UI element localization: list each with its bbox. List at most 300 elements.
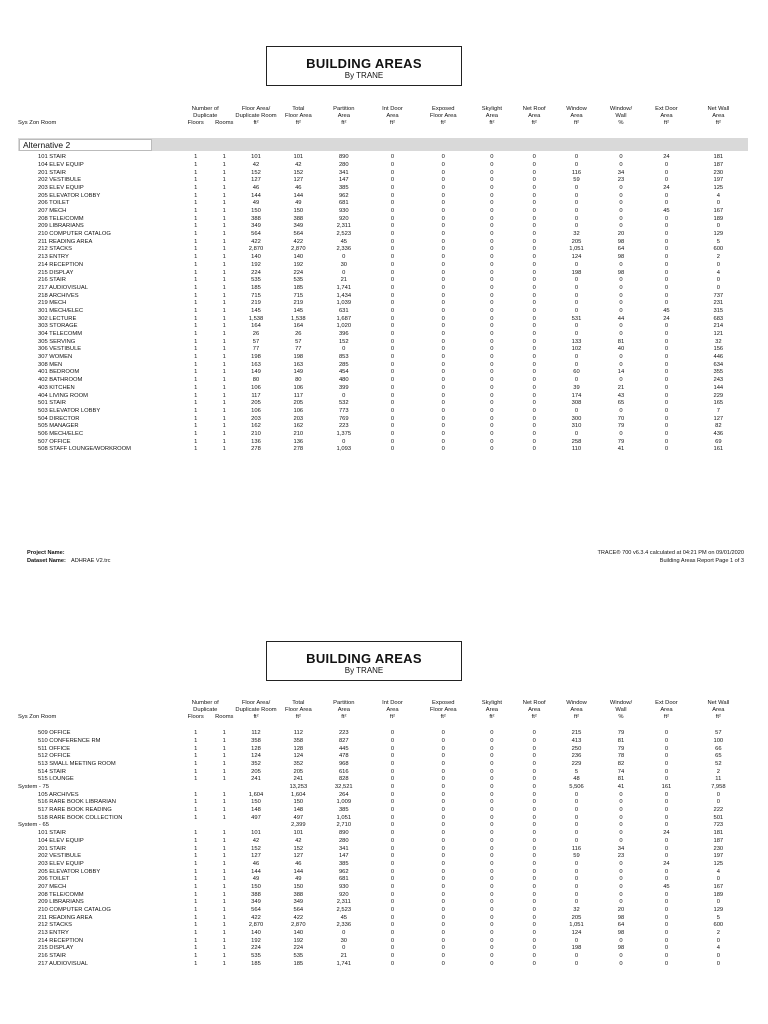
cell-value: 0 xyxy=(441,338,445,345)
cell-value: 1 xyxy=(194,208,198,215)
cell-value: 564 xyxy=(251,231,261,238)
cell-value: 0 xyxy=(390,177,395,184)
cell-value: 112 xyxy=(293,730,303,737)
cell-value: 0 xyxy=(532,338,536,345)
cell-value: 0 xyxy=(664,430,669,437)
cell-value: 1 xyxy=(222,354,226,361)
cell-value: 0 xyxy=(532,830,536,837)
cell-value: 0 xyxy=(664,369,669,376)
cell-value: 0 xyxy=(532,753,536,760)
cell-value: 0 xyxy=(532,737,536,744)
cell-value: 968 xyxy=(338,760,349,767)
cell-value: 0 xyxy=(490,354,494,361)
cell-value: 0 xyxy=(664,407,669,414)
cell-value: 0 xyxy=(490,184,494,191)
cell-value: 0 xyxy=(390,883,395,890)
cell-value: 0 xyxy=(664,791,669,798)
cell-value: 0 xyxy=(390,753,395,760)
hdr-col2-b: Duplicate Room xyxy=(235,113,277,120)
cell-value: 0 xyxy=(441,300,445,307)
cell-value: 454 xyxy=(338,369,349,376)
cell-value: 101 xyxy=(251,830,261,837)
room-name: 507 OFFICE xyxy=(38,438,71,445)
cell-value: 144 xyxy=(251,868,261,875)
room-name: 213 ENTRY xyxy=(38,930,69,937)
cell-value: 1 xyxy=(194,891,198,898)
system-total-row xyxy=(18,784,748,792)
cell-value: 0 xyxy=(574,161,579,168)
cell-value: 0 xyxy=(532,730,536,737)
cell-value: 0 xyxy=(441,446,445,453)
cell-value: 0 xyxy=(441,845,445,852)
cell-value: 197 xyxy=(713,853,724,860)
hdr-col6-b: Floor Area xyxy=(429,707,457,714)
cell-value: 1 xyxy=(194,246,198,253)
cell-value: 0 xyxy=(490,430,494,437)
cell-value: 117 xyxy=(293,392,303,399)
cell-value: 161 xyxy=(713,446,724,453)
cell-value: 198 xyxy=(251,354,261,361)
cell-value: 0 xyxy=(390,822,395,829)
hdr-col7-unit: ft² xyxy=(489,120,495,127)
room-name: 203 ELEV EQUIP xyxy=(38,860,84,867)
cell-value: 0 xyxy=(490,392,494,399)
cell-value: 315 xyxy=(713,307,724,314)
cell-value: 1 xyxy=(194,960,198,967)
cell-value: 45 xyxy=(340,914,348,921)
cell-value: 230 xyxy=(713,169,724,176)
cell-value: 1 xyxy=(194,845,198,852)
cell-value: 1 xyxy=(222,876,226,883)
cell-value: 0 xyxy=(441,223,445,230)
cell-value: 535 xyxy=(293,953,304,960)
cell-value: 0 xyxy=(390,331,395,338)
cell-value: 0 xyxy=(390,354,395,361)
cell-value: 1 xyxy=(194,323,198,330)
cell-value: 0 xyxy=(342,346,346,353)
cell-value: 535 xyxy=(251,277,261,284)
cell-value: 0 xyxy=(390,853,395,860)
table-row xyxy=(18,907,748,915)
cell-value: 2,523 xyxy=(336,907,352,914)
cell-value: 715 xyxy=(251,292,261,299)
cell-value: 1 xyxy=(222,907,226,914)
cell-value: 1 xyxy=(222,238,226,245)
cell-value: 0 xyxy=(664,753,669,760)
room-name: 302 LECTURE xyxy=(38,315,77,322)
cell-value: 224 xyxy=(293,269,304,276)
table-row xyxy=(18,830,748,838)
cell-value: 0 xyxy=(441,161,445,168)
cell-value xyxy=(215,784,234,792)
cell-value: 2,336 xyxy=(336,922,352,929)
hdr-col9-a: Window xyxy=(566,106,587,112)
cell-value: 0 xyxy=(619,292,623,299)
cell-value: 49 xyxy=(295,876,302,883)
cell-value: 264 xyxy=(338,791,349,798)
hdr-floors: Floors xyxy=(187,120,204,127)
cell-value: 0 xyxy=(441,791,445,798)
cell-value: 1 xyxy=(194,760,198,767)
cell-value: 127 xyxy=(251,853,261,860)
cell-value: 0 xyxy=(532,407,536,414)
cell-value: 23 xyxy=(617,177,625,184)
cell-value: 0 xyxy=(574,953,579,960)
cell-value: 46 xyxy=(295,860,302,867)
cell-value xyxy=(234,784,278,792)
cell-value: 0 xyxy=(574,307,579,314)
cell-value: 174 xyxy=(571,392,582,399)
cell-value: 0 xyxy=(574,377,579,384)
cell-value: 0 xyxy=(441,883,445,890)
hdr-rooms: Rooms xyxy=(215,120,234,127)
cell-value: 0 xyxy=(532,277,536,284)
cell-value: 1,039 xyxy=(336,300,352,307)
cell-value: 0 xyxy=(490,730,494,737)
cell-value: 683 xyxy=(713,315,724,322)
hdr-col9-b: Area xyxy=(570,113,583,120)
cell-value: 20 xyxy=(617,907,625,914)
cell-value: 631 xyxy=(338,307,349,314)
cell-value: 0 xyxy=(490,837,494,844)
cell-value: 0 xyxy=(490,753,494,760)
cell-value: 0 xyxy=(441,753,445,760)
cell-value: 98 xyxy=(617,238,625,245)
cell-value: 0 xyxy=(490,169,494,176)
cell-value: 0 xyxy=(532,837,536,844)
cell-value: 0 xyxy=(490,261,494,268)
cell-value: 65 xyxy=(617,400,625,407)
cell-value: 280 xyxy=(338,837,349,844)
room-name: 104 ELEV EQUIP xyxy=(38,161,84,168)
room-name: 202 VESTIBULE xyxy=(38,177,82,184)
cell-value: 1 xyxy=(194,331,198,338)
cell-value: 0 xyxy=(490,799,494,806)
cell-value: 920 xyxy=(338,891,349,898)
cell-value: 0 xyxy=(532,238,536,245)
cell-value: 0 xyxy=(664,930,669,937)
cell-value: 117 xyxy=(251,392,261,399)
cell-value: 26 xyxy=(252,331,260,338)
cell-value: 0 xyxy=(532,208,536,215)
cell-value: 20 xyxy=(617,231,625,238)
room-name: 209 LIBRARIANS xyxy=(38,899,84,906)
hdr-col10-unit: % xyxy=(618,714,624,721)
cell-value: 150 xyxy=(293,883,304,890)
cell-value: 1 xyxy=(222,392,226,399)
cell-value: 198 xyxy=(571,945,582,952)
cell-value: 0 xyxy=(664,323,669,330)
cell-value: 1 xyxy=(222,960,226,967)
cell-value: 0 xyxy=(532,807,536,814)
room-name: 216 STAIR xyxy=(38,953,66,960)
cell-value: 0 xyxy=(532,953,536,960)
cell-value: 0 xyxy=(619,830,623,837)
hdr-col3-unit: ft² xyxy=(295,120,301,127)
table-row xyxy=(18,915,748,923)
room-name: 515 LOUNGE xyxy=(38,776,74,783)
cell-value: 1 xyxy=(222,400,226,407)
hdr-dup-2: Duplicate xyxy=(193,707,218,714)
cell-value: 0 xyxy=(619,822,623,829)
cell-value: 0 xyxy=(664,384,669,391)
room-name: 214 RECEPTION xyxy=(38,937,84,944)
cell-value: 152 xyxy=(338,338,349,345)
cell-value: 0 xyxy=(574,876,579,883)
hdr-col6-a: Exposed xyxy=(431,106,455,112)
cell-value: 0 xyxy=(664,223,669,230)
cell-value: 224 xyxy=(293,945,304,952)
cell-value: 222 xyxy=(713,807,724,814)
cell-value: 1 xyxy=(194,161,198,168)
cell-value: 0 xyxy=(490,361,494,368)
cell-value: 215 xyxy=(571,730,582,737)
cell-value: 1 xyxy=(194,392,198,399)
cell-value: 1 xyxy=(194,745,198,752)
cell-value: 388 xyxy=(251,215,261,222)
cell-value: 1,009 xyxy=(336,799,352,806)
cell-value: 0 xyxy=(619,430,623,437)
cell-value: 0 xyxy=(390,814,395,821)
cell-value: 0 xyxy=(716,261,720,268)
cell-value: 0 xyxy=(664,338,669,345)
cell-value: 0 xyxy=(441,392,445,399)
cell-value: 98 xyxy=(617,254,625,261)
room-name: 215 DISPLAY xyxy=(38,945,74,952)
cell-value: 0 xyxy=(532,760,536,767)
cell-value: 1 xyxy=(222,200,226,207)
cell-value: 0 xyxy=(490,830,494,837)
cell-value: 205 xyxy=(251,768,261,775)
room-name: 217 AUDIOVISUAL xyxy=(38,284,88,291)
room-name: 401 BEDROOM xyxy=(38,369,80,376)
cell-value: 1 xyxy=(194,438,198,445)
cell-value: 0 xyxy=(390,768,395,775)
cell-value: 112 xyxy=(251,730,261,737)
hdr-col12-a: Net Wall xyxy=(707,700,730,706)
cell-value: 0 xyxy=(490,369,494,376)
hdr-col11-b: Area xyxy=(660,113,673,120)
hdr-col7-b: Area xyxy=(485,113,499,120)
cell-value: 2,311 xyxy=(336,899,351,906)
cell-value: 0 xyxy=(574,430,579,437)
cell-value: 49 xyxy=(252,200,260,207)
cell-value: 1 xyxy=(222,814,226,821)
report-title-2: BUILDING AREAS xyxy=(306,651,422,666)
cell-value: 0 xyxy=(390,254,395,261)
trace-version-line: TRACE® 700 v6.3.4 calculated at 04:21 PM on 09/01/2020 xyxy=(597,550,744,556)
hdr-col2-unit: ft² xyxy=(253,714,259,721)
cell-value: 0 xyxy=(390,369,395,376)
hdr-col10-b: Wall xyxy=(615,113,627,120)
cell-value: 0 xyxy=(664,953,669,960)
cell-value: 0 xyxy=(390,430,395,437)
cell-value: 32 xyxy=(573,907,580,914)
cell-value: 1 xyxy=(222,853,226,860)
cell-value: 0 xyxy=(390,169,395,176)
room-name: 212 STACKS xyxy=(38,246,73,253)
table-row xyxy=(18,945,748,953)
cell-value: 1 xyxy=(222,914,226,921)
cell-value: 4 xyxy=(716,945,720,952)
cell-value: 535 xyxy=(251,953,261,960)
cell-value: 1,741 xyxy=(336,960,352,967)
cell-value: 82 xyxy=(617,760,625,767)
hdr-rooms: Rooms xyxy=(215,714,234,721)
cell-value: 1 xyxy=(194,346,198,353)
cell-value: 0 xyxy=(441,254,445,261)
cell-value: 0 xyxy=(532,369,536,376)
cell-value: 0 xyxy=(619,361,623,368)
cell-value: 0 xyxy=(390,192,395,199)
cell-value: 0 xyxy=(664,161,669,168)
cell-value: 0 xyxy=(532,377,536,384)
cell-value: 2 xyxy=(716,930,720,937)
table-row xyxy=(18,884,748,892)
cell-value: 0 xyxy=(532,791,536,798)
cell-value: 1 xyxy=(194,423,198,430)
hdr-col4-unit: ft² xyxy=(341,714,347,721)
hdr-sys-zone-room: Sys Zon Room xyxy=(18,714,57,721)
cell-value: 189 xyxy=(713,891,724,898)
cell-value: 24 xyxy=(663,154,670,161)
cell-value: 98 xyxy=(617,930,625,937)
hdr-col5-a: Int Door xyxy=(382,700,403,706)
cell-value: 0 xyxy=(574,837,579,844)
cell-value: 0 xyxy=(532,384,536,391)
cell-value: 0 xyxy=(619,814,623,821)
cell-value: 1 xyxy=(222,154,226,161)
cell-value: 0 xyxy=(532,960,536,967)
cell-value xyxy=(177,784,215,792)
cell-value: 42 xyxy=(295,161,302,168)
cell-value: 74 xyxy=(617,768,625,775)
cell-value: 0 xyxy=(390,407,395,414)
cell-value: 1 xyxy=(222,369,226,376)
system-total-row xyxy=(18,822,748,830)
cell-value: 231 xyxy=(713,300,724,307)
cell-value: 0 xyxy=(490,791,494,798)
cell-value: 0 xyxy=(441,922,445,929)
cell-value: 140 xyxy=(251,930,261,937)
cell-value: 11 xyxy=(715,776,722,783)
cell-value: 0 xyxy=(390,277,395,284)
cell-value: 1 xyxy=(222,215,226,222)
cell-value: 0 xyxy=(490,346,494,353)
table-row xyxy=(18,753,748,761)
cell-value: 5 xyxy=(716,914,720,921)
cell-value: 1 xyxy=(222,307,226,314)
cell-value: 0 xyxy=(441,369,445,376)
cell-value: 0 xyxy=(619,307,623,314)
cell-value: 198 xyxy=(571,269,582,276)
hdr-col12-unit: ft² xyxy=(715,120,721,127)
cell-value: 0 xyxy=(664,899,669,906)
cell-value: 26 xyxy=(295,331,302,338)
cell-value: 564 xyxy=(293,907,304,914)
cell-value: 1 xyxy=(194,446,198,453)
cell-value: 129 xyxy=(713,907,724,914)
cell-value: 0 xyxy=(490,284,494,291)
room-name: 207 MECH xyxy=(38,883,67,890)
cell-value: 0 xyxy=(490,423,494,430)
cell-value: 1 xyxy=(194,154,198,161)
room-name: 509 OFFICE xyxy=(38,730,71,737)
room-name: 504 DIRECTOR xyxy=(38,415,80,422)
hdr-col12-b: Area xyxy=(712,707,725,714)
room-name: 217 AUDIOVISUAL xyxy=(38,960,88,967)
cell-value: 258 xyxy=(571,438,582,445)
cell-value: 2,870 xyxy=(291,922,306,929)
cell-value: 1 xyxy=(194,354,198,361)
cell-value: 0 xyxy=(664,446,669,453)
cell-value: 1 xyxy=(222,284,226,291)
cell-value: 0 xyxy=(664,423,669,430)
cell-value: 0 xyxy=(390,184,395,191)
cell-value: 124 xyxy=(251,753,261,760)
hdr-col12-a: Net Wall xyxy=(707,106,730,112)
cell-value: 0 xyxy=(664,807,669,814)
cell-value: 250 xyxy=(571,745,582,752)
cell-value: 0 xyxy=(532,354,536,361)
room-name: 101 STAIR xyxy=(38,154,66,161)
cell-value: 0 xyxy=(441,400,445,407)
cell-value: 1 xyxy=(222,830,226,837)
cell-value: 1 xyxy=(194,753,198,760)
cell-value: 0 xyxy=(716,876,720,883)
cell-value: 181 xyxy=(713,830,724,837)
cell-value: 136 xyxy=(293,438,304,445)
cell-value: 0 xyxy=(490,953,494,960)
cell-value: 0 xyxy=(664,200,669,207)
table-row xyxy=(18,845,748,853)
system-name: System - 65 xyxy=(18,822,49,829)
cell-value: 0 xyxy=(664,937,669,944)
hdr-col4-b: Area xyxy=(337,113,350,120)
cell-value: 0 xyxy=(342,269,346,276)
cell-value: 1 xyxy=(194,853,198,860)
cell-value: 0 xyxy=(490,768,494,775)
cell-value: 0 xyxy=(664,960,669,967)
cell-value: 1 xyxy=(222,315,226,322)
cell-value: 2,311 xyxy=(336,223,351,230)
cell-value: 0 xyxy=(664,231,669,238)
cell-value: 0 xyxy=(532,392,536,399)
cell-value: 0 xyxy=(441,377,445,384)
cell-value: 1,687 xyxy=(336,315,352,322)
cell-value: 0 xyxy=(390,238,395,245)
cell-value: 0 xyxy=(490,254,494,261)
room-name: 201 STAIR xyxy=(38,845,66,852)
cell-value: 0 xyxy=(619,215,623,222)
hdr-col8-b: Area xyxy=(528,707,541,714)
table-row xyxy=(18,792,748,800)
cell-value: 1,741 xyxy=(336,284,352,291)
room-name: 505 MANAGER xyxy=(38,423,79,430)
cell-value: 65 xyxy=(715,753,722,760)
table-row xyxy=(18,938,748,946)
hdr-col3-a: Total xyxy=(292,106,305,112)
hdr-col4-unit: ft² xyxy=(341,120,347,127)
room-name: 216 STAIR xyxy=(38,277,66,284)
cell-value: 890 xyxy=(338,830,349,837)
cell-value: 0 xyxy=(390,261,395,268)
cell-value: 0 xyxy=(441,730,445,737)
hdr-col11-unit: ft² xyxy=(663,120,670,127)
cell-value: 0 xyxy=(390,953,395,960)
cell-value: 187 xyxy=(713,837,724,844)
cell-value: 0 xyxy=(532,200,536,207)
